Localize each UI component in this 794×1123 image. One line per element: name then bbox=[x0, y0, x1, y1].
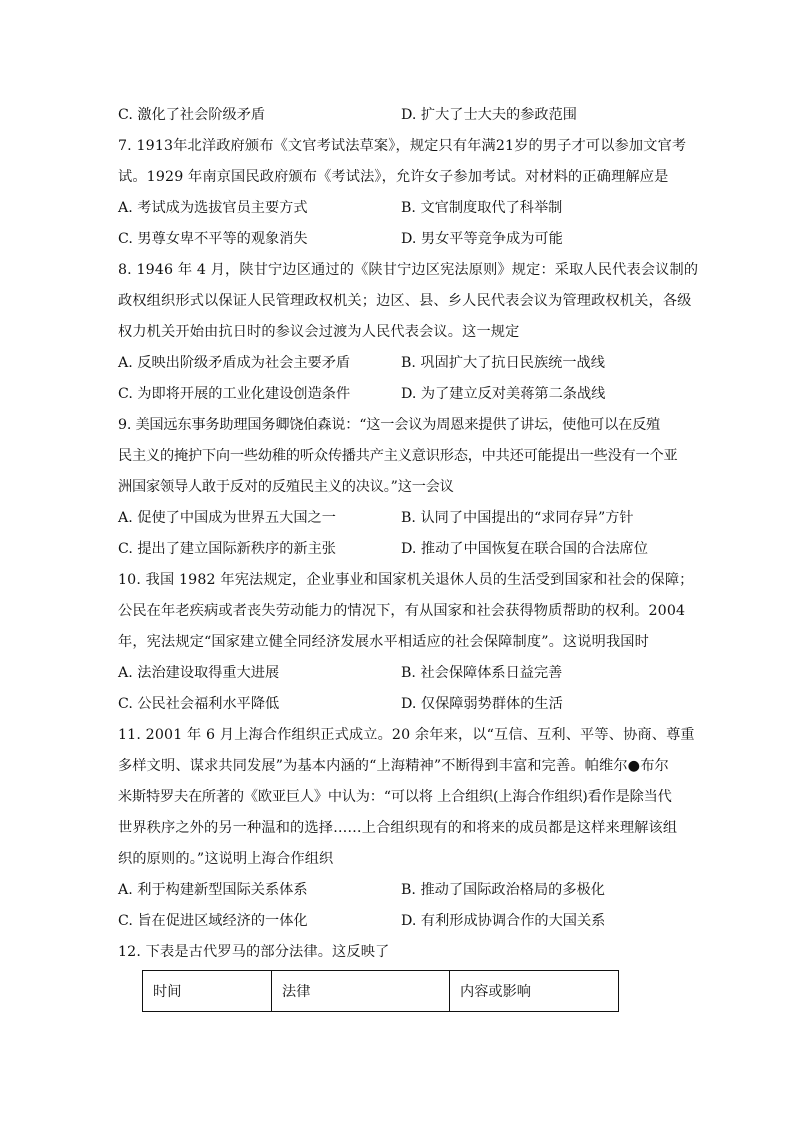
q8-option-d: D. 为了建立反对美蒋第二条战线 bbox=[401, 386, 606, 402]
table-header-row bbox=[143, 971, 619, 1012]
q7-options-row-ab bbox=[118, 193, 678, 224]
table-header-time: 时间 bbox=[143, 971, 272, 1012]
q10-option-d: D. 仅保障弱势群体的生活 bbox=[401, 696, 563, 712]
q8-options-row-cd bbox=[118, 379, 678, 410]
q9-option-b: B. 认同了中国提出的“求同存异”方针 bbox=[401, 510, 634, 526]
q8-option-c: C. 为即将开展的工业化建设创造条件 bbox=[118, 386, 351, 402]
q10-option-b: B. 社会保障体系日益完善 bbox=[401, 665, 563, 681]
q9-options-row-cd bbox=[118, 534, 678, 565]
q6-options-row-cd bbox=[118, 100, 678, 131]
q8-option-b: B. 巩固扩大了抗日民族统一战线 bbox=[401, 355, 605, 371]
q9-option-a: A. 促使了中国成为世界五大国之一 bbox=[118, 510, 336, 526]
q10-options-row-ab bbox=[118, 658, 678, 689]
q8-option-a: A. 反映出阶级矛盾成为社会主要矛盾 bbox=[118, 355, 351, 371]
q6-option-d: D. 扩大了士大夫的参政范围 bbox=[401, 107, 577, 123]
q11-stem-line-2: 多样文明、谋求共同发展”为基本内涵的“上海精神”不断得到丰富和完善。帕维尔●布尔 bbox=[118, 758, 669, 774]
q12-stem: 12. 下表是古代罗马的部分法律。这反映了 bbox=[118, 944, 390, 960]
q11-option-a: A. 利于构建新型国际关系体系 bbox=[118, 882, 308, 898]
q10-stem-line-1: 10. 我国 1982 年宪法规定，企业事业和国家机关退休人员的生活受到国家和社会的保障； bbox=[118, 572, 694, 588]
table-header-content: 内容或影响 bbox=[450, 971, 619, 1012]
q9-options-row-ab bbox=[118, 503, 678, 534]
q11-stem-line-1: 11. 2001 年 6 月上海合作组织正式成立。20 余年来，以“互信、互利、平等、协商、尊重 bbox=[118, 727, 695, 743]
q8-options-row-ab bbox=[118, 348, 678, 379]
table-header-law: 法律 bbox=[272, 971, 450, 1012]
q11-options-row-ab bbox=[118, 875, 678, 906]
q11-stem-line-5: 织的原则的。”这说明上海合作组织 bbox=[118, 851, 334, 867]
q8-stem-line-3: 权力机关开始由抗日时的参议会过渡为人民代表会议。这一规定 bbox=[118, 324, 520, 340]
q12-law-table bbox=[142, 970, 619, 1012]
q10-option-a: A. 法治建设取得重大进展 bbox=[118, 665, 280, 681]
q7-stem-line-2: 试。1929 年南京国民政府颁布《考试法》，允许女子参加考试。对材料的正确理解应是 bbox=[118, 169, 669, 185]
q6-option-c: C. 激化了社会阶级矛盾 bbox=[118, 107, 266, 123]
q9-option-d: D. 推动了中国恢复在联合国的合法席位 bbox=[401, 541, 648, 557]
q10-stem-line-3: 年，宪法规定“国家建立健全同经济发展水平相适应的社会保障制度”。这说明我国时 bbox=[118, 634, 649, 650]
q11-option-d: D. 有利形成协调合作的大国关系 bbox=[401, 913, 606, 929]
q11-options-row-cd bbox=[118, 906, 678, 937]
exam-page bbox=[118, 100, 699, 968]
q11-stem-line-3: 米斯特罗夫在所著的《欧亚巨人》中认为：“可以将 上合组织(上海合作组织)看作是除当代 bbox=[118, 789, 672, 805]
q10-options-row-cd bbox=[118, 689, 678, 720]
q8-stem-line-1: 8. 1946 年 4 月，陕甘宁边区通过的《陕甘宁边区宪法原则》规定：采取人民代表会议制的 bbox=[118, 262, 699, 278]
q9-stem-line-1: 9. 美国远东事务助理国务卿饶伯森说：“这一会议为周恩来提供了讲坛，使他可以在反殖 bbox=[118, 417, 661, 433]
q11-option-b: B. 推动了国际政治格局的多极化 bbox=[401, 882, 605, 898]
q8-stem-line-2: 政权组织形式以保证人民管理政权机关；边区、县、乡人民代表会议为管理政权机关，各级 bbox=[118, 293, 692, 309]
q11-stem-line-4: 世界秩序之外的另一种温和的选择……上合组织现有的和将来的成员都是这样来理解该组 bbox=[118, 820, 678, 836]
q7-option-a: A. 考试成为选拔官员主要方式 bbox=[118, 200, 308, 216]
q7-option-d: D. 男女平等竞争成为可能 bbox=[401, 231, 563, 247]
q7-options-row-cd bbox=[118, 224, 678, 255]
q10-option-c: C. 公民社会福利水平降低 bbox=[118, 696, 280, 712]
q9-stem-line-3: 洲国家领导人敢于反对的反殖民主义的决议。”这一会议 bbox=[118, 479, 454, 495]
q7-option-c: C. 男尊女卑不平等的观象消失 bbox=[118, 231, 308, 247]
q7-stem-line-1: 7. 1913年北洋政府颁布《文官考试法草案》，规定只有年满21岁的男子才可以参加文官考 bbox=[118, 138, 687, 154]
q7-option-b: B. 文官制度取代了科举制 bbox=[401, 200, 563, 216]
q10-stem-line-2: 公民在年老疾病或者丧失劳动能力的情况下，有从国家和社会获得物质帮助的权利。2004 bbox=[118, 603, 686, 619]
q9-stem-line-2: 民主义的掩护下向一些幼稚的听众传播共产主义意识形态，中共还可能提出一些没有一个亚 bbox=[118, 448, 678, 464]
q11-option-c: C. 旨在促进区域经济的一体化 bbox=[118, 913, 308, 929]
q9-option-c: C. 提出了建立国际新秩序的新主张 bbox=[118, 541, 336, 557]
